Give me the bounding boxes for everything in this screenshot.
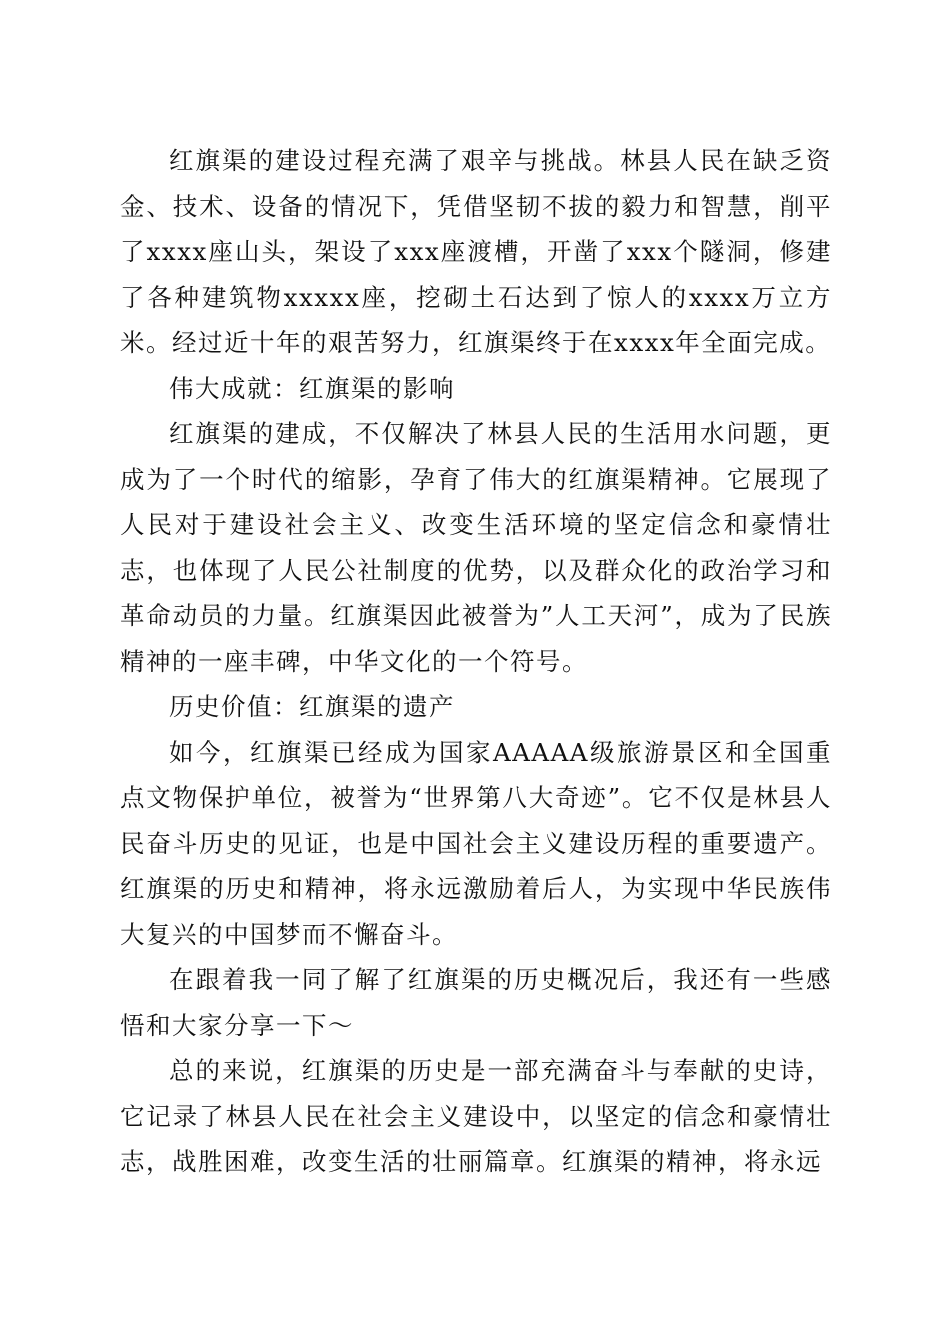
section-heading-legacy: 历史价值：红旗渠的遗产 — [169, 692, 455, 721]
document-body — [120, 138, 832, 1185]
paragraph-construction: 红旗渠的建设过程充满了艰辛与挑战。林县人民在缺乏资金、技术、设备的情况下，凭借坚韧不拔的毅力和智慧，削平了xxxx座山头，架设了xxx座渡槽，开凿了xxx个隧洞，修建了各种建筑物xxxxx座，挖砌土石达到了惊人的xxxx万立方米。经过近十年的艰苦努力，红旗渠终于在xxxx年全面完成。 — [120, 146, 832, 357]
paragraph-summary: 总的来说，红旗渠的历史是一部充满奋斗与奉献的史诗，它记录了林县人民在社会主义建设中，以坚定的信念和豪情壮志，战胜困难，改变生活的壮丽篇章。红旗渠的精神，将永远 — [120, 1056, 832, 1176]
paragraph-impact: 红旗渠的建成，不仅解决了林县人民的生活用水问题，更成为了一个时代的缩影，孕育了伟大的红旗渠精神。它展现了人民对于建设社会主义、改变生活环境的坚定信念和豪情壮志，也体现了人民公社制度的优势，以及群众化的政治学习和革命动员的力量。红旗渠因此被誉为”人工天河”，成为了民族精神的一座丰碑，中华文化的一个符号。 — [120, 419, 832, 676]
paragraph-transition: 在跟着我一同了解了红旗渠的历史概况后，我还有一些感悟和大家分享一下～ — [120, 965, 832, 1040]
section-heading-achievement: 伟大成就：红旗渠的影响 — [169, 373, 455, 403]
paragraph-legacy: 如今，红旗渠已经成为国家AAAAA级旅游景区和全国重点文物保护单位，被誉为“世界第八大奇迹”。它不仅是林县人民奋斗历史的见证，也是中国社会主义建设历程的重要遗产。红旗渠的历史和精神，将永远激励着后人，为实现中华民族伟大复兴的中国梦而不懈奋斗。 — [120, 737, 832, 949]
